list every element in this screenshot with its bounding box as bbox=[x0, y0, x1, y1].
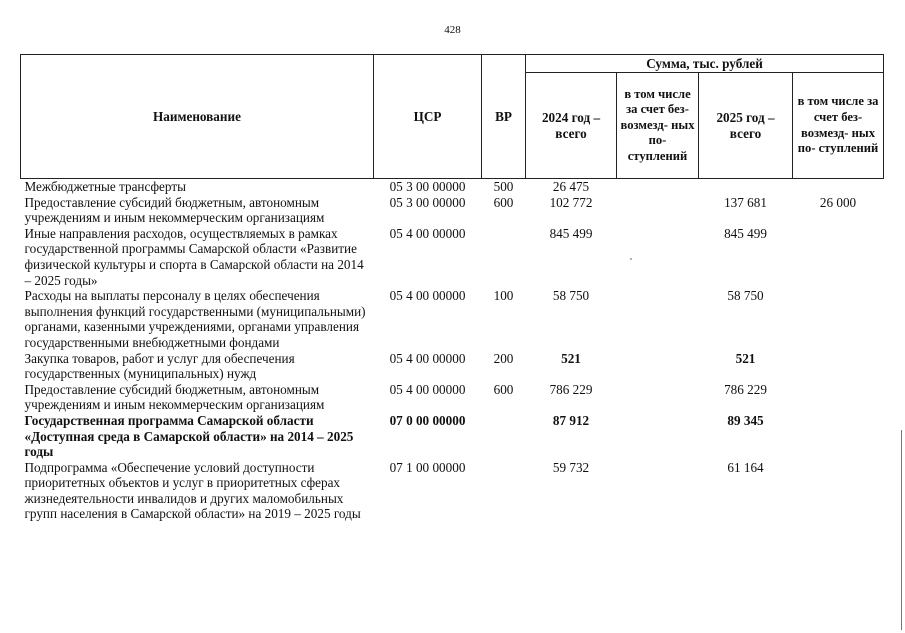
row-2025-gratuitous bbox=[793, 288, 884, 350]
row-vr: 100 bbox=[493, 288, 514, 304]
row-2024-gratuitous bbox=[617, 351, 699, 382]
row-2024-gratuitous bbox=[617, 195, 699, 226]
row-vr bbox=[482, 460, 526, 522]
header-2024-total: 2024 год – всего bbox=[526, 73, 617, 179]
row-2025-gratuitous bbox=[793, 460, 884, 522]
row-vr bbox=[482, 226, 526, 288]
row-csr: 05 4 00 00000 bbox=[389, 288, 466, 304]
table-row bbox=[21, 288, 884, 350]
row-2024-gratuitous bbox=[617, 288, 699, 350]
row-name: Государственная программа Самарской области «Доступная среда в Самарской области» на 2014 – 2025 годы bbox=[24, 412, 354, 460]
table-row bbox=[21, 382, 884, 413]
row-2025-gratuitous bbox=[793, 351, 884, 382]
table-row bbox=[21, 179, 884, 195]
row-name: Иные направления расходов, осуществляемых в рамках государственной программы Самарской области «Развитие физической культуры и спорта в Самарской области на 2014 – 2025 годы» bbox=[24, 225, 364, 288]
row-2025-gratuitous bbox=[793, 226, 884, 288]
row-2024-gratuitous bbox=[617, 382, 699, 413]
row-name: Предоставление субсидий бюджетным, автономным учреждениям и иным некоммерческим организациям bbox=[24, 194, 325, 226]
row-vr bbox=[482, 413, 526, 460]
row-2024-total: 26 475 bbox=[552, 179, 590, 194]
row-2025-gratuitous bbox=[793, 179, 884, 195]
row-2024-total: 59 732 bbox=[552, 459, 590, 475]
header-vr: ВР bbox=[482, 55, 526, 179]
table-body bbox=[21, 179, 884, 523]
row-csr: 07 0 00 00000 bbox=[389, 412, 466, 428]
row-name: Предоставление субсидий бюджетным, автономным учреждениям и иным некоммерческим организациям bbox=[24, 381, 325, 413]
row-2024-total: 521 bbox=[561, 350, 581, 366]
row-csr: 05 4 00 00000 bbox=[389, 225, 466, 241]
row-2025-total: 61 164 bbox=[727, 459, 764, 475]
row-2024-total: 58 750 bbox=[552, 288, 590, 304]
header-2025-gratuitous: в том числе за счет без- возмезд- ных по- ступлений bbox=[793, 73, 884, 179]
row-2025-total: 137 681 bbox=[724, 194, 767, 210]
row-2025-total: 89 345 bbox=[727, 412, 764, 428]
header-sum-group: Сумма, тыс. рублей bbox=[526, 55, 884, 73]
row-2024-total: 87 912 bbox=[552, 412, 590, 428]
scan-artifact-line bbox=[901, 430, 902, 630]
row-csr: 05 3 00 00000 bbox=[389, 179, 466, 194]
row-2025-total: 58 750 bbox=[727, 288, 764, 304]
table-row bbox=[21, 226, 884, 288]
row-2024-total: 786 229 bbox=[549, 381, 593, 397]
table-row bbox=[21, 195, 884, 226]
row-name: Межбюджетные трансферты bbox=[24, 179, 186, 194]
row-csr: 07 1 00 00000 bbox=[389, 459, 466, 475]
header-2024-gratuitous: в том числе за счет без- возмезд- ных по- ступлений bbox=[617, 73, 699, 179]
row-csr: 05 3 00 00000 bbox=[389, 194, 466, 210]
row-vr: 500 bbox=[493, 179, 514, 194]
row-2024-gratuitous bbox=[617, 226, 699, 288]
row-2025-gratuitous bbox=[793, 382, 884, 413]
row-2025-gratuitous bbox=[793, 413, 884, 460]
row-2024-gratuitous bbox=[617, 179, 699, 195]
table-row bbox=[21, 413, 884, 460]
row-2024-gratuitous bbox=[617, 460, 699, 522]
header-2025-total: 2025 год – всего bbox=[699, 73, 793, 179]
table-row bbox=[21, 460, 884, 522]
page-number: 428 bbox=[444, 24, 461, 36]
header-csr: ЦСР bbox=[374, 55, 482, 179]
row-2024-total: 845 499 bbox=[549, 225, 593, 241]
row-2024-total: 102 772 bbox=[549, 194, 593, 210]
row-name: Закупка товаров, работ и услуг для обеспечения государственных (муниципальных) нужд bbox=[24, 350, 295, 382]
header-name: Наименование bbox=[21, 55, 374, 179]
row-2024-gratuitous bbox=[617, 413, 699, 460]
row-csr: 05 4 00 00000 bbox=[389, 350, 466, 366]
row-vr: 600 bbox=[493, 381, 514, 397]
row-vr: 200 bbox=[493, 350, 514, 366]
row-csr: 05 4 00 00000 bbox=[389, 381, 466, 397]
row-2025-total: 521 bbox=[735, 350, 756, 366]
row-vr: 600 bbox=[493, 194, 514, 210]
table-header bbox=[21, 55, 884, 179]
row-2025-total: 786 229 bbox=[724, 381, 767, 397]
row-2025-total bbox=[699, 179, 793, 195]
row-2025-gratuitous: 26 000 bbox=[819, 194, 857, 210]
row-name: Расходы на выплаты персоналу в целях обеспечения выполнения функций государственными (муниципальными) органами, казенными учреждениями, органами управления государственными внебюджетными фондами bbox=[24, 288, 366, 350]
row-2025-total: 845 499 bbox=[724, 225, 767, 241]
budget-table bbox=[20, 54, 884, 522]
scan-artifact-dot bbox=[630, 258, 632, 260]
table-row bbox=[21, 351, 884, 382]
row-name: Подпрограмма «Обеспечение условий доступности приоритетных объектов и услуг в приоритетных сферах жизнедеятельности инвалидов и других маломобильных групп населения в Самарской области» на 2019 – 2025 годы bbox=[24, 459, 361, 522]
